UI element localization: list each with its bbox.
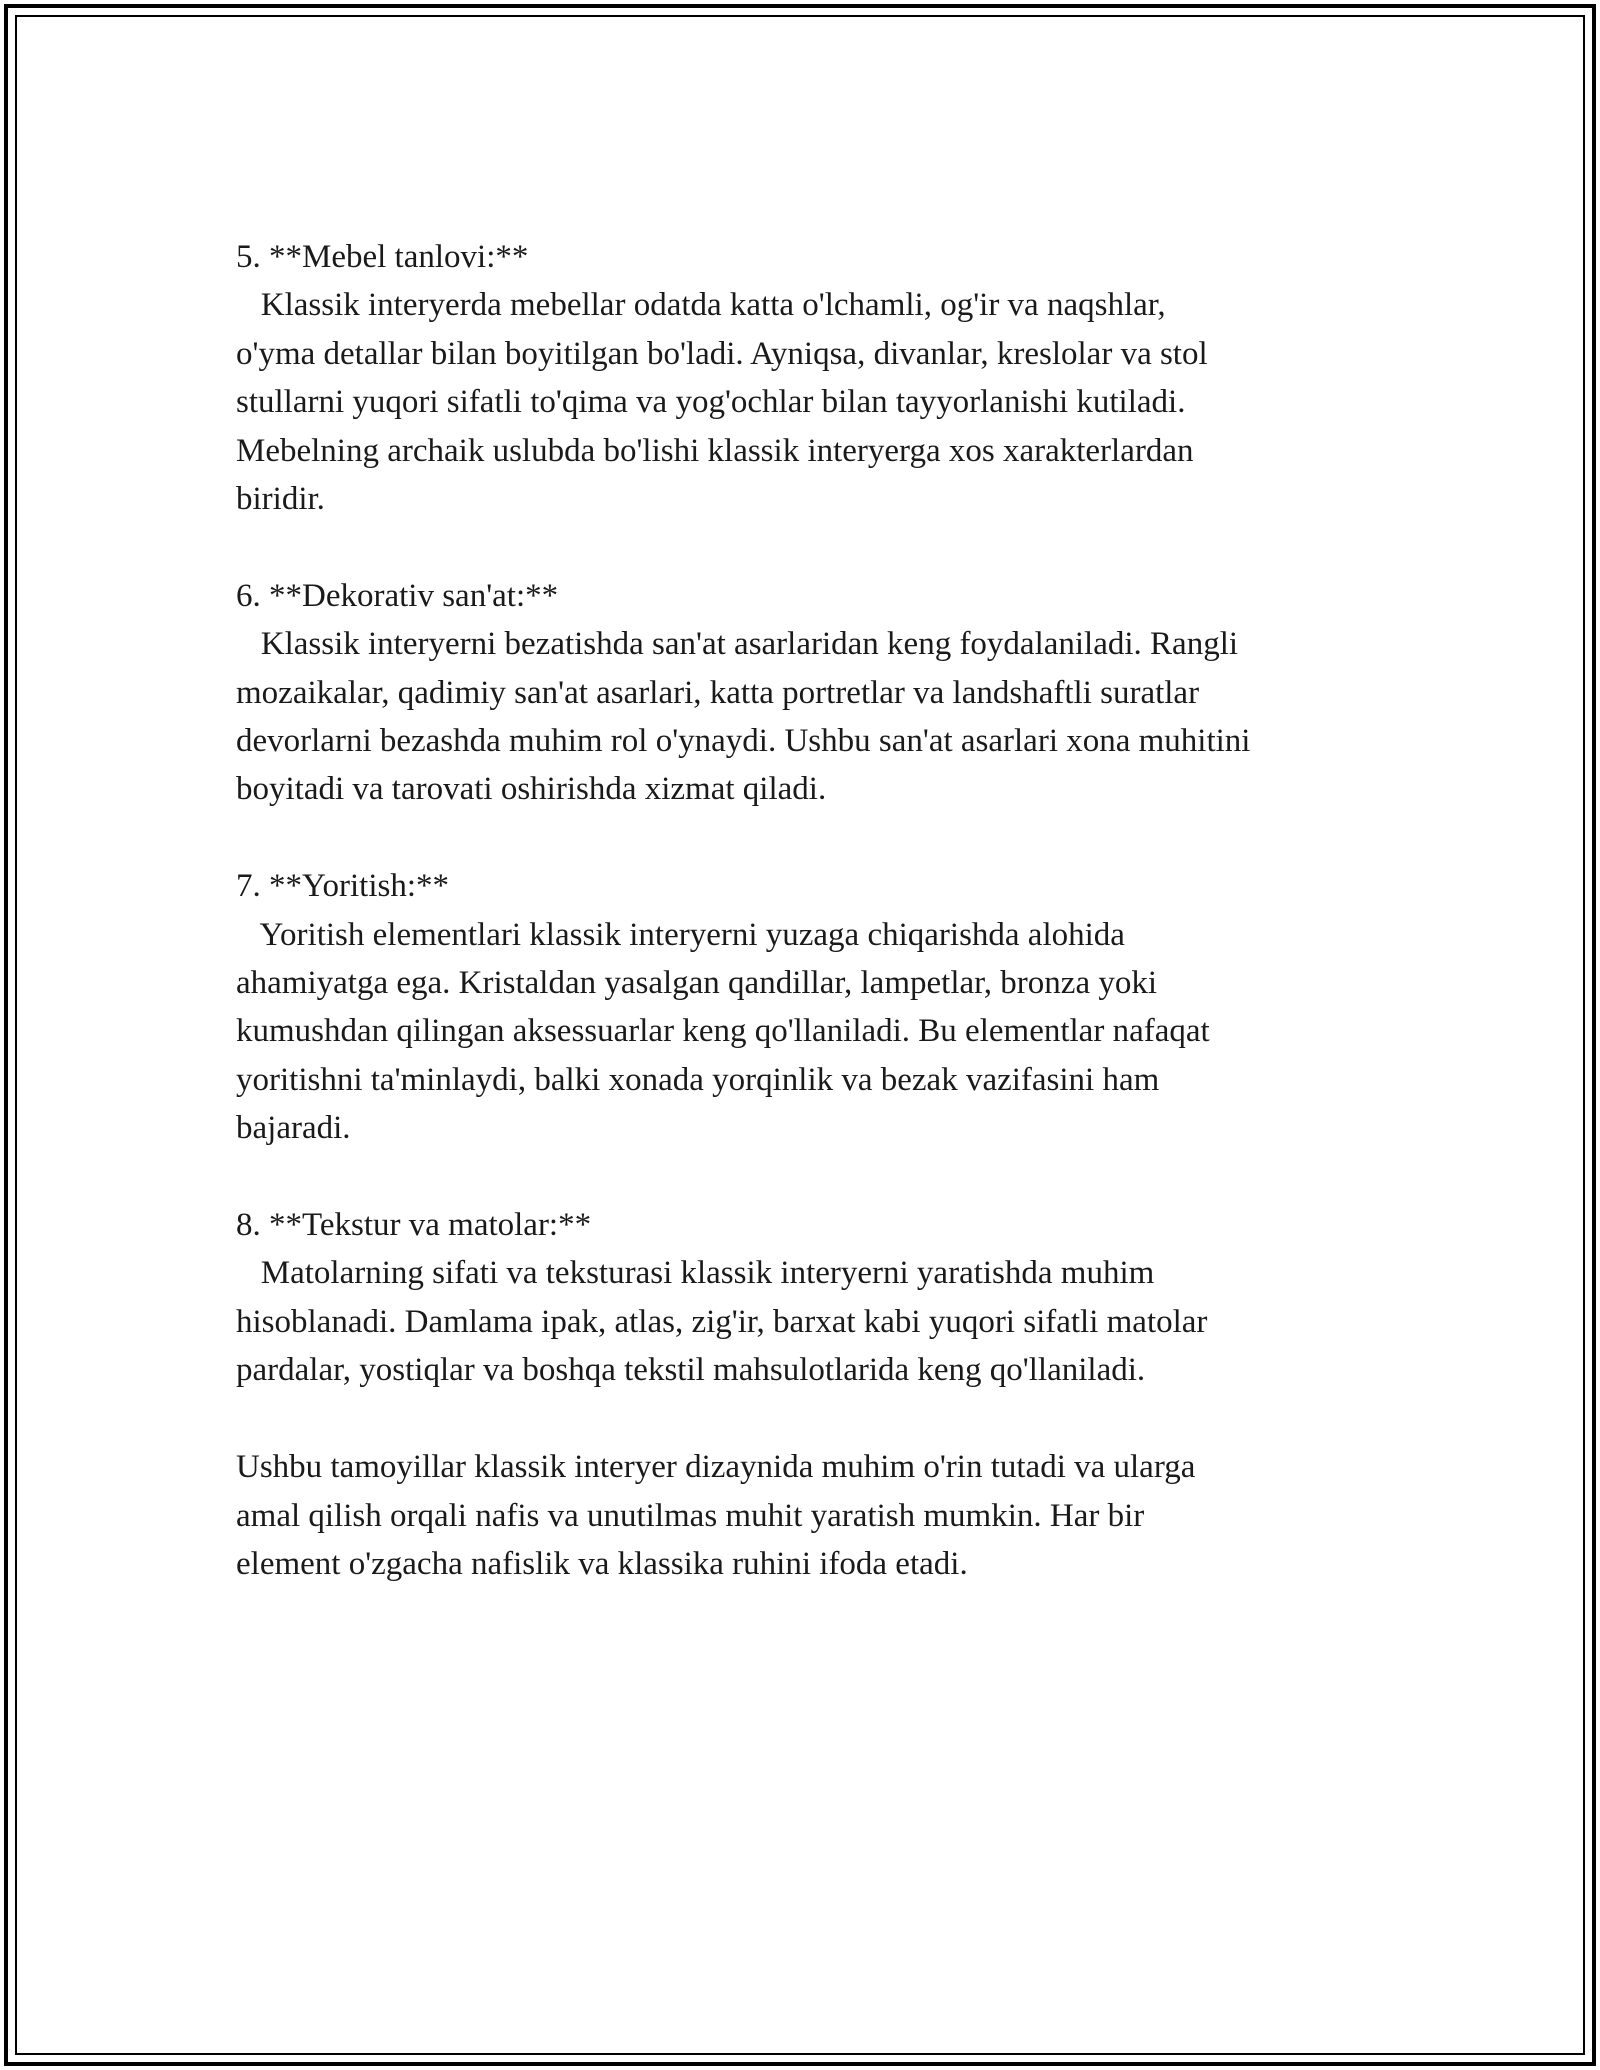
paragraph-line: ahamiyatga ega. Kristaldan yasalgan qandillar, lampetlar, bronza yoki bbox=[236, 965, 1158, 1002]
paragraph-line: devorlarni bezashda muhim rol o'ynaydi. Ushbu san'at asarlari xona muhitini bbox=[236, 723, 1251, 760]
paragraph-line: Matolarning sifati va teksturasi klassik interyerni yaratishda muhim bbox=[236, 1255, 1155, 1292]
paragraph-line: element o'zgacha nafislik va klassika ruhini ifoda etadi. bbox=[236, 1545, 968, 1582]
paragraph-line: biridir. bbox=[236, 481, 325, 518]
paragraph-line: yoritishni ta'minlaydi, balki xonada yorqinlik va bezak vazifasini ham bbox=[236, 1061, 1160, 1098]
section-dekorativ-sanat bbox=[236, 572, 1416, 814]
document-body bbox=[236, 233, 1416, 1637]
section-tekstur-va-matolar bbox=[236, 1201, 1416, 1395]
section-heading: 5. **Mebel tanlovi:** bbox=[236, 239, 529, 275]
paragraph-line: Mebelning archaik uslubda bo'lishi klassik interyerga xos xarakterlardan bbox=[236, 432, 1194, 469]
section-yoritish bbox=[236, 862, 1416, 1152]
section-heading: 6. **Dekorativ san'at:** bbox=[236, 577, 559, 614]
paragraph-line: mozaikalar, qadimiy san'at asarlari, katta portretlar va landshaftli suratlar bbox=[236, 674, 1200, 711]
paragraph-line: Klassik interyerda mebellar odatda katta o'lchamli, og'ir va naqshlar, bbox=[236, 287, 1166, 324]
paragraph-line: kumushdan qilingan aksessuarlar keng qo'llaniladi. Bu elementlar nafaqat bbox=[236, 1013, 1210, 1050]
section-mebel-tanlovi bbox=[236, 233, 1416, 523]
paragraph-line: amal qilish orqali nafis va unutilmas muhit yaratish mumkin. Har bir bbox=[236, 1497, 1145, 1534]
section-heading: 8. **Tekstur va matolar:** bbox=[236, 1207, 592, 1244]
conclusion-paragraph bbox=[236, 1443, 1416, 1588]
paragraph-line: Ushbu tamoyillar klassik interyer dizaynida muhim o'rin tutadi va ularga bbox=[236, 1449, 1196, 1486]
paragraph-line: bajaradi. bbox=[236, 1110, 351, 1147]
paragraph-line: stullarni yuqori sifatli to'qima va yog'ochlar bilan tayyorlanishi kutiladi. bbox=[236, 384, 1186, 421]
paragraph-line: o'yma detallar bilan boyitilgan bo'ladi. Ayniqsa, divanlar, kreslolar va stol bbox=[236, 335, 1208, 372]
paragraph-line: pardalar, yostiqlar va boshqa tekstil mahsulotlarida keng qo'llaniladi. bbox=[236, 1352, 1146, 1389]
paragraph-line: Klassik interyerni bezatishda san'at asarlaridan keng foydalaniladi. Rangli bbox=[236, 626, 1239, 663]
paragraph-line: Yoritish elementlari klassik interyerni yuzaga chiqarishda alohida bbox=[236, 916, 1125, 953]
paragraph-line: hisoblanadi. Damlama ipak, atlas, zig'ir, barxat kabi yuqori sifatli matolar bbox=[236, 1303, 1208, 1340]
section-heading: 7. **Yoritish:** bbox=[236, 868, 450, 905]
paragraph-line: boyitadi va tarovati oshirishda xizmat qiladi. bbox=[236, 771, 827, 808]
